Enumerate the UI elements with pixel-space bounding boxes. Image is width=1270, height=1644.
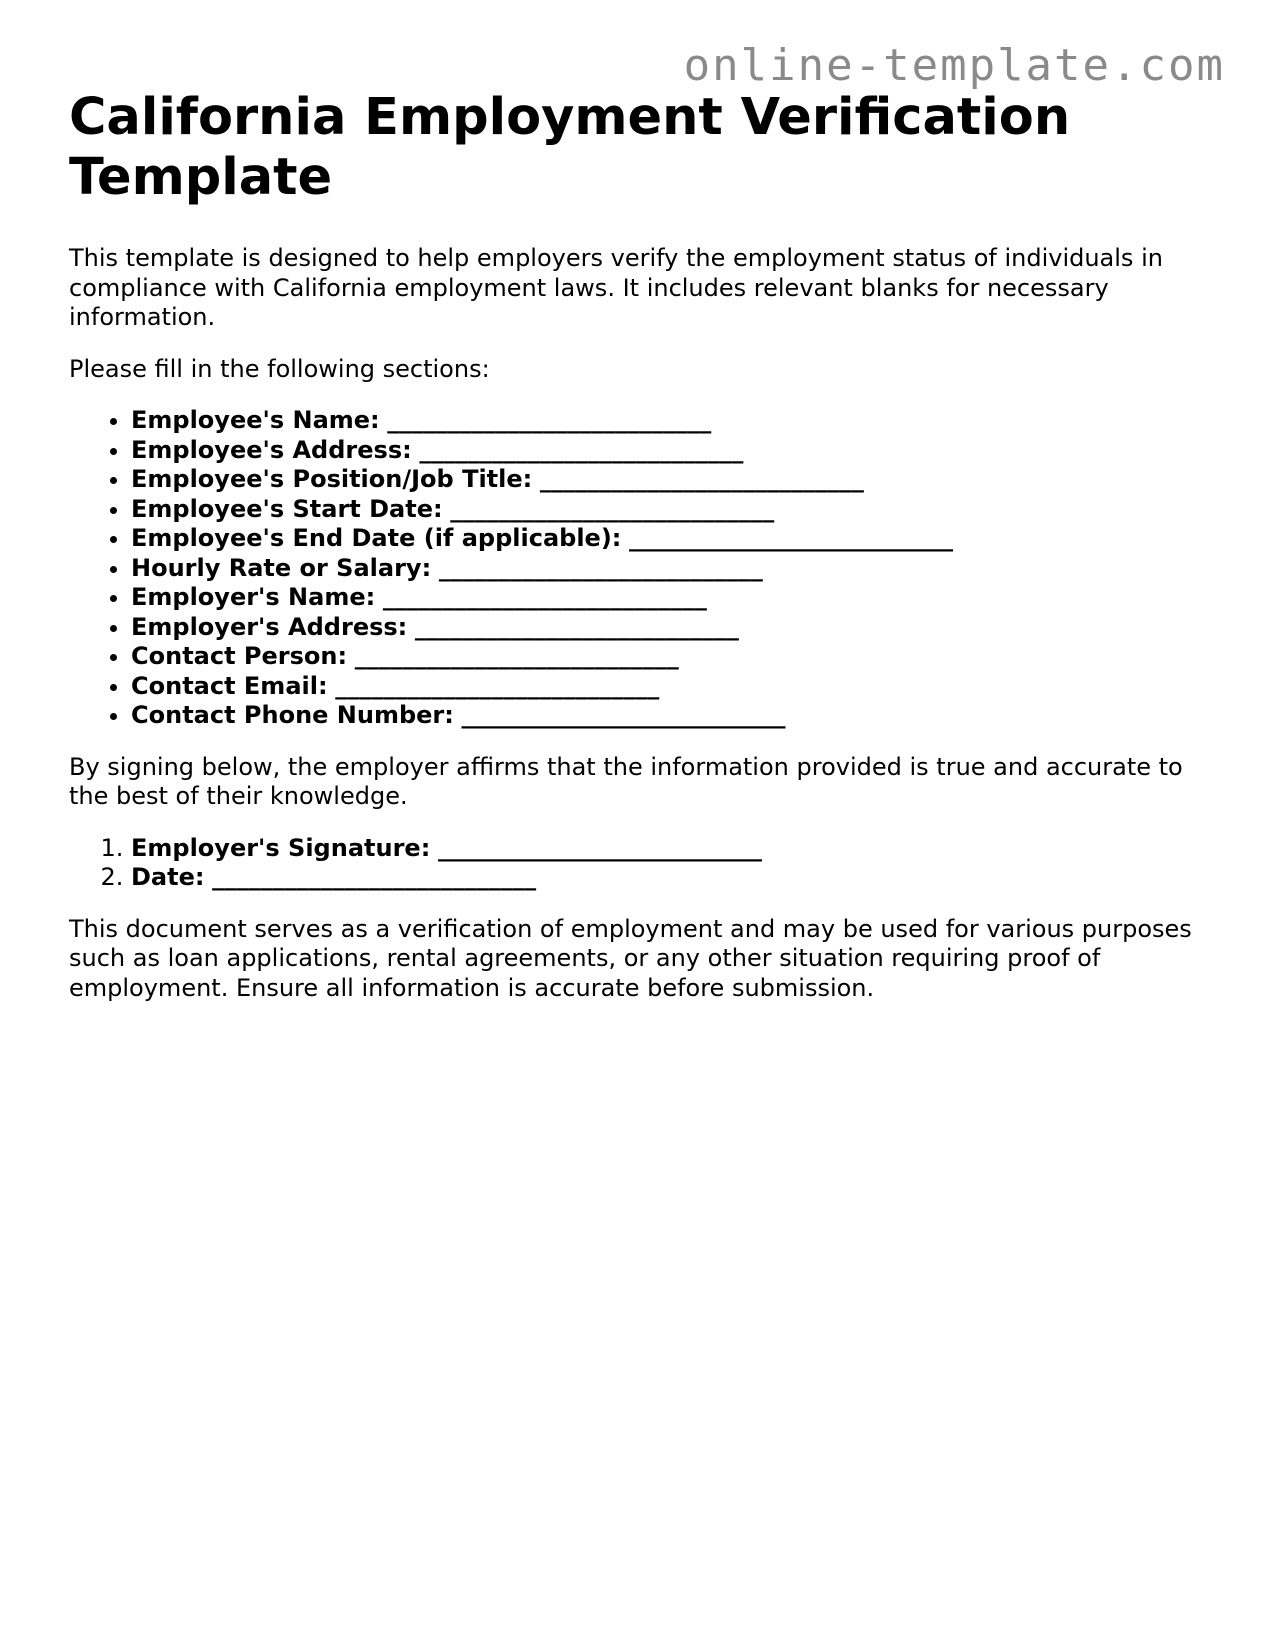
field-blank[interactable]: ___________________________ bbox=[461, 701, 786, 729]
field-blank[interactable]: ___________________________ bbox=[212, 863, 537, 891]
field-label: Employee's Address: bbox=[131, 435, 412, 464]
field-employee-position bbox=[131, 465, 1209, 495]
field-label: Employer's Signature: bbox=[131, 833, 431, 862]
field-blank[interactable]: ___________________________ bbox=[629, 524, 954, 552]
document-page bbox=[69, 88, 1209, 1003]
field-date bbox=[131, 863, 1209, 893]
field-list bbox=[69, 406, 1209, 731]
field-blank[interactable]: ___________________________ bbox=[387, 406, 712, 434]
field-blank[interactable]: ___________________________ bbox=[419, 435, 744, 464]
field-blank[interactable]: ___________________________ bbox=[450, 494, 775, 523]
watermark: online-template.com bbox=[683, 40, 1225, 91]
field-contact-email bbox=[131, 672, 1209, 702]
field-contact-person bbox=[131, 642, 1209, 672]
field-blank[interactable]: ___________________________ bbox=[382, 583, 707, 611]
field-label: Contact Phone Number: bbox=[131, 701, 454, 729]
affirmation-paragraph: By signing below, the employer affirms that the information provided is true and accurate to the best of their knowledge. bbox=[69, 752, 1183, 810]
field-blank[interactable]: ___________________________ bbox=[437, 833, 762, 862]
field-employer-signature bbox=[131, 834, 1209, 864]
field-label: Employee's Name: bbox=[131, 406, 380, 434]
field-label: Employee's Start Date: bbox=[131, 494, 443, 523]
field-blank[interactable]: ___________________________ bbox=[414, 612, 739, 641]
field-label: Employer's Name: bbox=[131, 583, 376, 611]
field-blank[interactable]: ___________________________ bbox=[335, 671, 660, 700]
field-blank[interactable]: ___________________________ bbox=[438, 553, 763, 582]
field-employer-name bbox=[131, 583, 1209, 613]
field-label: Hourly Rate or Salary: bbox=[131, 553, 432, 582]
field-employer-address bbox=[131, 613, 1209, 643]
field-contact-phone bbox=[131, 701, 1209, 731]
document-title: California Employment Verification Template bbox=[69, 88, 1071, 207]
field-label: Date: bbox=[131, 863, 205, 891]
field-label: Employer's Address: bbox=[131, 612, 408, 641]
field-employee-start-date bbox=[131, 495, 1209, 525]
field-hourly-rate bbox=[131, 554, 1209, 584]
intro-paragraph: This template is designed to help employers verify the employment status of individuals in compliance with California employment laws. It includes relevant blanks for necessary information. bbox=[69, 244, 1163, 331]
field-blank[interactable]: ___________________________ bbox=[354, 642, 679, 670]
field-employee-address bbox=[131, 436, 1209, 466]
signature-list bbox=[69, 834, 1209, 893]
field-blank[interactable]: ___________________________ bbox=[539, 465, 864, 493]
closing-paragraph: This document serves as a verification of employment and may be used for various purposes such as loan applications, rental agreements, or any other situation requiring proof of employment. Ensure all information is accurate before submission. bbox=[69, 914, 1192, 1002]
fill-prompt: Please fill in the following sections: bbox=[69, 354, 490, 383]
field-label: Contact Person: bbox=[131, 642, 348, 670]
field-employee-end-date bbox=[131, 524, 1209, 554]
field-label: Contact Email: bbox=[131, 671, 328, 700]
field-label: Employee's Position/Job Title: bbox=[131, 465, 533, 493]
field-employee-name bbox=[131, 406, 1209, 436]
field-label: Employee's End Date (if applicable): bbox=[131, 524, 622, 552]
